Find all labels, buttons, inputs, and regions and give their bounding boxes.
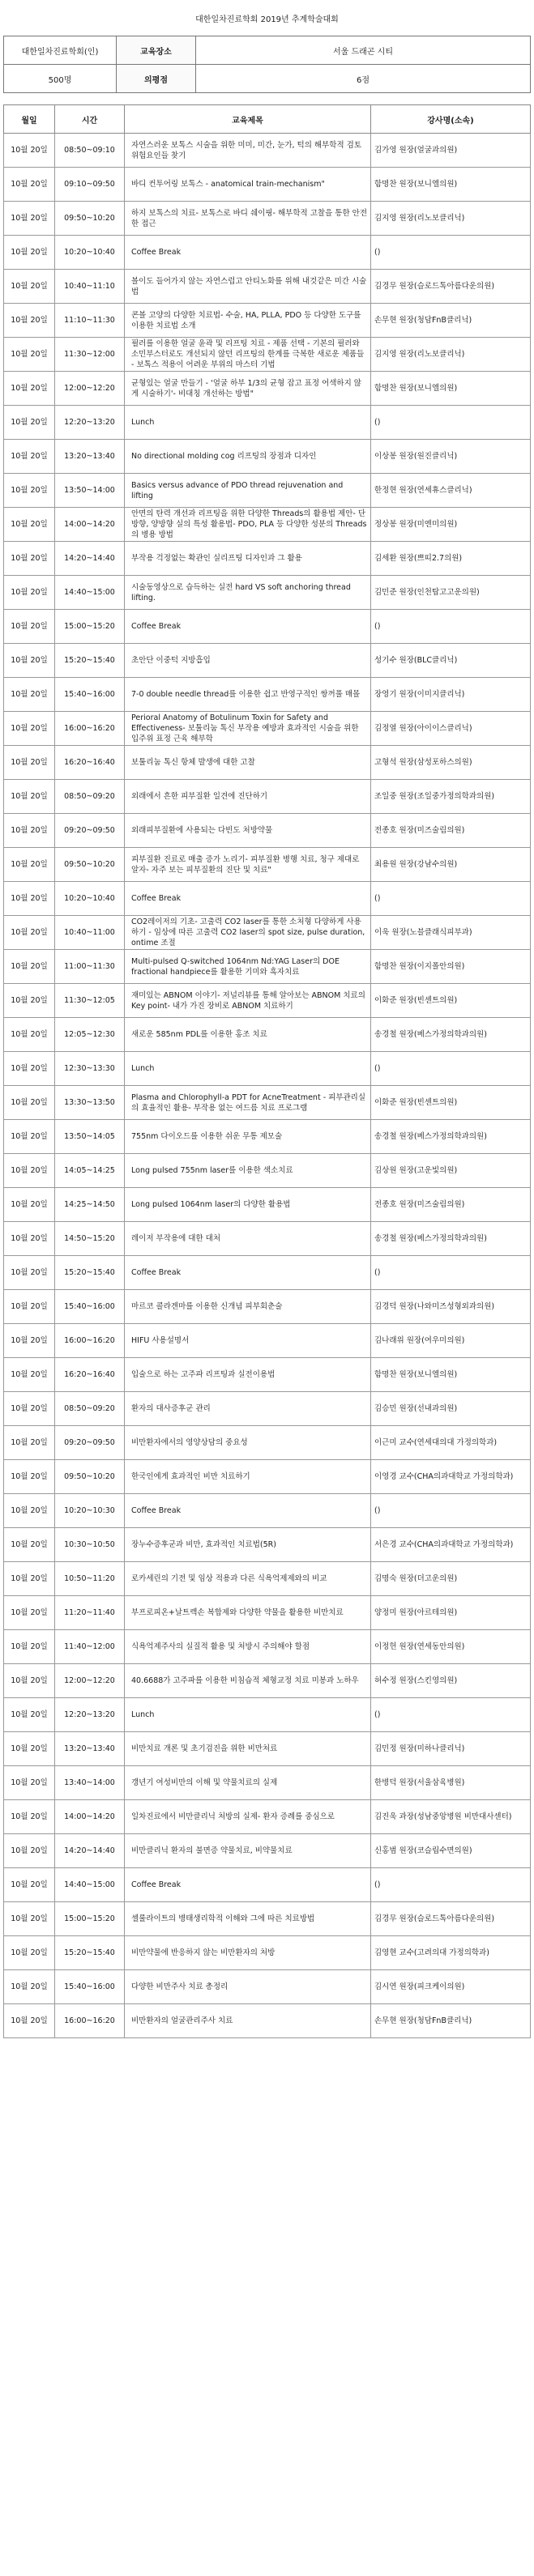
row-title: 콘볼 고양의 다양한 치료법- 수술, HA, PLLA, PDO 등 다양한 도구를 이용한 치료법 소개 xyxy=(125,304,371,338)
row-title: Coffee Break xyxy=(125,236,371,270)
row-title: 보툴리눔 톡신 항체 발생에 대한 고찰 xyxy=(125,746,371,780)
row-time: 09:20~09:50 xyxy=(55,1426,125,1460)
row-title: 레이저 부작용에 대한 대처 xyxy=(125,1222,371,1256)
row-title: 입술으로 하는 고주파 리프팅과 실전이용법 xyxy=(125,1358,371,1392)
row-speaker: 함명찬 원장(보니엘의원) xyxy=(371,372,531,406)
row-date: 10월 20일 xyxy=(4,678,55,712)
row-speaker: 김경무 원장(슬로드톡아름다운의원) xyxy=(371,270,531,304)
row-title: 부작용 걱정없는 확관인 실리프팅 디자인과 그 활용 xyxy=(125,542,371,576)
row-title: 바디 컨투어링 보톡스 - anatomical train-mechanism" xyxy=(125,168,371,202)
table-row xyxy=(4,1970,531,2004)
row-speaker: 김민준 원장(인천탑고고운의원) xyxy=(371,576,531,610)
row-time: 16:00~16:20 xyxy=(55,2004,125,2038)
row-title: 장누수증후군과 비만, 효과적인 치료법(5R) xyxy=(125,1528,371,1562)
table-row xyxy=(4,712,531,746)
row-time: 11:10~11:30 xyxy=(55,304,125,338)
speaker-column-header: 강사명(소속) xyxy=(371,105,531,134)
row-title: Long pulsed 755nm laser를 이용한 색소치료 xyxy=(125,1154,371,1188)
organizer-cell: 대한일차진료학회(인) xyxy=(4,36,117,65)
row-time: 08:50~09:20 xyxy=(55,1392,125,1426)
schedule-table xyxy=(3,104,531,2038)
row-title: 안면의 탄력 개선과 리프팅을 위한 다양한 Threads의 활용법 제안- 단방향, 양방향 실의 특성 활용법- PDO, PLA 등 다양한 성분의 Threads의 병용 방법 xyxy=(125,508,371,542)
row-time: 10:30~10:50 xyxy=(55,1528,125,1562)
table-row xyxy=(4,678,531,712)
row-speaker: 서은경 교수(CHA의과대학교 가정의학과) xyxy=(371,1528,531,1562)
row-time: 15:20~15:40 xyxy=(55,644,125,678)
row-time: 15:40~16:00 xyxy=(55,1290,125,1324)
row-title: 균형있는 얼굴 만들기 - '얼굴 하부 1/3의 균형 잡고 표정 어색하지 않게 시술하기'- 비대칭 개선하는 방법" xyxy=(125,372,371,406)
row-date: 10월 20일 xyxy=(4,1222,55,1256)
table-row xyxy=(4,440,531,474)
row-title: Lunch xyxy=(125,406,371,440)
row-speaker: () xyxy=(371,882,531,916)
table-row xyxy=(4,1494,531,1528)
row-title: Coffee Break xyxy=(125,1256,371,1290)
row-speaker: 김지영 원장(리노보클리닉) xyxy=(371,338,531,372)
row-speaker: () xyxy=(371,1052,531,1086)
table-row xyxy=(4,542,531,576)
schedule-header-row xyxy=(4,105,531,134)
row-title: 한국인에게 효과적인 비만 치료하기 xyxy=(125,1460,371,1494)
event-info-table xyxy=(3,36,531,93)
row-time: 15:00~15:20 xyxy=(55,610,125,644)
row-title: Coffee Break xyxy=(125,1494,371,1528)
row-date: 10월 20일 xyxy=(4,270,55,304)
row-title: 하지 보톡스의 치료- 보톡스로 바디 쉐이핑- 해부학적 고찰을 통한 안전한 접근 xyxy=(125,202,371,236)
row-title: Lunch xyxy=(125,1052,371,1086)
row-title: No directional molding cog 리프팅의 장점과 디자인 xyxy=(125,440,371,474)
date-column-header: 월일 xyxy=(4,105,55,134)
row-speaker: 김지영 원장(리노보클리닉) xyxy=(371,202,531,236)
row-title: Basics versus advance of PDO thread rejuvenation and lifting xyxy=(125,474,371,508)
row-date: 10월 20일 xyxy=(4,1460,55,1494)
row-time: 12:20~13:20 xyxy=(55,1698,125,1732)
row-date: 10월 20일 xyxy=(4,712,55,746)
row-date: 10월 20일 xyxy=(4,474,55,508)
table-row xyxy=(4,1188,531,1222)
row-time: 10:50~11:20 xyxy=(55,1562,125,1596)
table-row xyxy=(4,474,531,508)
row-title: Lunch xyxy=(125,1698,371,1732)
row-date: 10월 20일 xyxy=(4,848,55,882)
row-speaker: 조일중 원장(조일중가정의학과의원) xyxy=(371,780,531,814)
row-title: Long pulsed 1064nm laser의 다양한 활용법 xyxy=(125,1188,371,1222)
venue-label: 교육장소 xyxy=(117,36,196,65)
title-column-header: 교육제목 xyxy=(125,105,371,134)
row-speaker: 장영기 원장(이미지클리닉) xyxy=(371,678,531,712)
table-row xyxy=(4,746,531,780)
row-time: 12:05~12:30 xyxy=(55,1018,125,1052)
table-row xyxy=(4,882,531,916)
row-time: 13:50~14:05 xyxy=(55,1120,125,1154)
row-speaker: 함명찬 원장(이지폴안의원) xyxy=(371,950,531,984)
row-time: 15:20~15:40 xyxy=(55,1936,125,1970)
table-row xyxy=(4,1154,531,1188)
table-row xyxy=(4,270,531,304)
row-speaker: 김정열 원장(아이이스클리닉) xyxy=(371,712,531,746)
row-date: 10월 20일 xyxy=(4,1868,55,1902)
row-date: 10월 20일 xyxy=(4,882,55,916)
row-date: 10월 20일 xyxy=(4,610,55,644)
row-speaker: () xyxy=(371,1698,531,1732)
row-date: 10월 20일 xyxy=(4,338,55,372)
row-speaker: 전종호 원장(미즈술림의원) xyxy=(371,814,531,848)
row-date: 10월 20일 xyxy=(4,1902,55,1936)
row-date: 10월 20일 xyxy=(4,1324,55,1358)
row-speaker: 정상봉 원장(미엔미의원) xyxy=(371,508,531,542)
row-title: 초안단 이중턱 지방흡입 xyxy=(125,644,371,678)
row-time: 12:20~13:20 xyxy=(55,406,125,440)
table-row xyxy=(4,916,531,950)
row-date: 10월 20일 xyxy=(4,1018,55,1052)
table-row xyxy=(4,1052,531,1086)
row-time: 14:05~14:25 xyxy=(55,1154,125,1188)
table-row xyxy=(4,1120,531,1154)
row-time: 09:50~10:20 xyxy=(55,848,125,882)
row-speaker: 김민정 원장(미하나클리닉) xyxy=(371,1732,531,1766)
conference-title: 대한일차진료학회 2019년 추계학술대회 xyxy=(195,15,339,24)
row-speaker: () xyxy=(371,1256,531,1290)
row-title: 재미있는 ABNOM 이야기- 저널리뷰를 통해 알아보는 ABNOM 치료의 Key point- 내가 가진 장비로 ABNOM 치료하기 xyxy=(125,984,371,1018)
table-row xyxy=(4,610,531,644)
row-time: 14:40~15:00 xyxy=(55,1868,125,1902)
table-row xyxy=(4,1698,531,1732)
row-speaker: () xyxy=(371,1868,531,1902)
table-row xyxy=(4,1732,531,1766)
row-time: 16:00~16:20 xyxy=(55,1324,125,1358)
row-title: 일차진료에서 비만클리닉 처방의 실제- 환자 증례를 중심으로 xyxy=(125,1800,371,1834)
row-speaker: 최용원 원장(강남수의원) xyxy=(371,848,531,882)
row-date: 10월 20일 xyxy=(4,814,55,848)
row-date: 10월 20일 xyxy=(4,1358,55,1392)
row-date: 10월 20일 xyxy=(4,576,55,610)
row-speaker: 고형석 원장(삼성포하스의원) xyxy=(371,746,531,780)
table-row xyxy=(4,1324,531,1358)
row-date: 10월 20일 xyxy=(4,202,55,236)
row-title: Coffee Break xyxy=(125,882,371,916)
row-title: 필러를 이용한 얼굴 윤곽 및 리프팅 치료 - 제품 선택 - 기본의 필러와 소민부스터로도 개선되지 않던 리프팅의 한계를 극복한 새로운 제품들 - 보톡스 적용이 어려운 부위의 마스터 기법 xyxy=(125,338,371,372)
row-speaker: 김진욱 과장(성남중앙병원 비만대사센터) xyxy=(371,1800,531,1834)
table-row xyxy=(4,304,531,338)
row-speaker: 손무현 원장(청담FnB클리닉) xyxy=(371,304,531,338)
row-date: 10월 20일 xyxy=(4,950,55,984)
row-speaker: () xyxy=(371,406,531,440)
row-speaker: 이욱 원장(노블클래식피부과) xyxy=(371,916,531,950)
row-speaker: 전종호 원장(미즈술림의원) xyxy=(371,1188,531,1222)
row-title: 비만클리닉 환자의 불면증 약물치료, 비약물치료 xyxy=(125,1834,371,1868)
row-speaker: 양정미 원장(아르테의원) xyxy=(371,1596,531,1630)
row-time: 09:20~09:50 xyxy=(55,814,125,848)
row-time: 15:40~16:00 xyxy=(55,1970,125,2004)
row-time: 09:50~10:20 xyxy=(55,1460,125,1494)
row-speaker: 김영현 교수(고려의대 가정의학과) xyxy=(371,1936,531,1970)
row-title: 갱년기 여성비만의 이해 및 약물치료의 실제 xyxy=(125,1766,371,1800)
table-row xyxy=(4,1290,531,1324)
row-time: 13:50~14:00 xyxy=(55,474,125,508)
table-row xyxy=(4,1630,531,1664)
row-title: Coffee Break xyxy=(125,610,371,644)
row-date: 10월 20일 xyxy=(4,1800,55,1834)
row-time: 13:40~14:00 xyxy=(55,1766,125,1800)
table-row xyxy=(4,1800,531,1834)
row-date: 10월 20일 xyxy=(4,1698,55,1732)
table-row xyxy=(4,1426,531,1460)
table-row xyxy=(4,1902,531,1936)
row-speaker: 이정헌 원장(연세동안의원) xyxy=(371,1630,531,1664)
credit-value: 6점 xyxy=(196,65,531,93)
row-time: 14:20~14:40 xyxy=(55,542,125,576)
row-title: 외래피부질환에 사용되는 다빈도 처방약물 xyxy=(125,814,371,848)
row-speaker: 김시연 원장(피크케이의원) xyxy=(371,1970,531,2004)
row-title: 비만치료 개론 및 초기검진을 위한 비만처료 xyxy=(125,1732,371,1766)
row-date: 10월 20일 xyxy=(4,644,55,678)
row-date: 10월 20일 xyxy=(4,1426,55,1460)
row-date: 10월 20일 xyxy=(4,1528,55,1562)
row-time: 12:00~12:20 xyxy=(55,1664,125,1698)
row-title: 로카세린의 기전 및 임상 적용과 다른 식욕억제제와의 비교 xyxy=(125,1562,371,1596)
table-row xyxy=(4,1528,531,1562)
row-time: 11:00~11:30 xyxy=(55,950,125,984)
row-title: 40.6688가 고주파를 이용한 비침습적 체형교정 치료 미봉과 노하우 xyxy=(125,1664,371,1698)
row-date: 10월 20일 xyxy=(4,780,55,814)
row-date: 10월 20일 xyxy=(4,1630,55,1664)
row-title: Perioral Anatomy of Botulinum Toxin for Safety and Effectiveness- 보툴리눔 톡신 부작용 예방과 효과적인 시술을 위한 입주위 표정 근육 해부학 xyxy=(125,712,371,746)
row-time: 16:20~16:40 xyxy=(55,746,125,780)
row-title: 환자의 대사증후군 관리 xyxy=(125,1392,371,1426)
row-title: Multi-pulsed Q-switched 1064nm Nd:YAG Laser의 DOE fractional handpiece를 활용한 기미와 흑자치료 xyxy=(125,950,371,984)
row-time: 10:20~10:40 xyxy=(55,882,125,916)
table-row xyxy=(4,1358,531,1392)
row-speaker: 한정현 원장(연세휴스클리닉) xyxy=(371,474,531,508)
row-date: 10월 20일 xyxy=(4,1562,55,1596)
table-row xyxy=(4,1834,531,1868)
row-date: 10월 20일 xyxy=(4,1936,55,1970)
table-row xyxy=(4,236,531,270)
row-speaker: () xyxy=(371,236,531,270)
row-time: 09:10~09:50 xyxy=(55,168,125,202)
row-title: CO2레이저의 기초- 고출력 CO2 laser를 통한 소처형 다양하게 사용하기 - 임상에 따른 고출력 CO2 laser의 spot size, pulse duration, ontime 조절 xyxy=(125,916,371,950)
row-title: 비만환자에서의 영양상담의 중요성 xyxy=(125,1426,371,1460)
row-date: 10월 20일 xyxy=(4,304,55,338)
table-row xyxy=(4,406,531,440)
table-row xyxy=(4,508,531,542)
table-row xyxy=(4,134,531,168)
row-speaker: () xyxy=(371,610,531,644)
row-date: 10월 20일 xyxy=(4,1120,55,1154)
row-speaker: 이근미 교수(연세대의대 가정의학과) xyxy=(371,1426,531,1460)
row-date: 10월 20일 xyxy=(4,168,55,202)
row-speaker: 김경덕 원장(나와미즈성형외과의원) xyxy=(371,1290,531,1324)
row-date: 10월 20일 xyxy=(4,1732,55,1766)
row-date: 10월 20일 xyxy=(4,1766,55,1800)
row-time: 10:20~10:30 xyxy=(55,1494,125,1528)
row-time: 10:20~10:40 xyxy=(55,236,125,270)
table-row xyxy=(4,950,531,984)
row-speaker: 이화준 원장(빈센트의원) xyxy=(371,984,531,1018)
table-row xyxy=(4,1460,531,1494)
table-row xyxy=(4,1562,531,1596)
row-time: 14:50~15:20 xyxy=(55,1222,125,1256)
row-speaker: 성기수 원장(BLC클리닉) xyxy=(371,644,531,678)
row-time: 16:00~16:20 xyxy=(55,712,125,746)
row-time: 14:20~14:40 xyxy=(55,1834,125,1868)
row-date: 10월 20일 xyxy=(4,542,55,576)
row-time: 12:00~12:20 xyxy=(55,372,125,406)
row-time: 15:20~15:40 xyxy=(55,1256,125,1290)
row-title: Plasma and Chlorophyll-a PDT for AcneTreatment - 피부관리실의 효율적인 활용- 부작용 없는 여드름 치료 프로그램 xyxy=(125,1086,371,1120)
row-time: 08:50~09:20 xyxy=(55,780,125,814)
row-speaker: 김상원 원장(고운빛의원) xyxy=(371,1154,531,1188)
table-row xyxy=(4,1392,531,1426)
row-date: 10월 20일 xyxy=(4,1664,55,1698)
table-row xyxy=(4,576,531,610)
row-time: 11:30~12:00 xyxy=(55,338,125,372)
row-speaker: 김경무 원장(슬로드톡아름다운의원) xyxy=(371,1902,531,1936)
row-speaker: 김나래위 원장(여우미의원) xyxy=(371,1324,531,1358)
row-date: 10월 20일 xyxy=(4,916,55,950)
row-speaker: 김명숙 원장(더고운의원) xyxy=(371,1562,531,1596)
table-row xyxy=(4,1868,531,1902)
table-row xyxy=(4,2004,531,2038)
row-title: 부프로피온+날트렉손 복합제와 다양한 약물을 활용한 비만치료 xyxy=(125,1596,371,1630)
row-speaker: 함명찬 원장(보니엘의원) xyxy=(371,168,531,202)
row-date: 10월 20일 xyxy=(4,406,55,440)
table-row xyxy=(4,202,531,236)
table-row xyxy=(4,780,531,814)
credit-label: 의평점 xyxy=(117,65,196,93)
row-date: 10월 20일 xyxy=(4,372,55,406)
table-row xyxy=(4,168,531,202)
row-date: 10월 20일 xyxy=(4,1494,55,1528)
row-title: 755nm 다이오드를 이용한 쉬운 무통 제모술 xyxy=(125,1120,371,1154)
row-time: 10:40~11:10 xyxy=(55,270,125,304)
row-title: 식욕억제주사의 실질적 활용 및 처방시 주의해야 할점 xyxy=(125,1630,371,1664)
table-row xyxy=(4,644,531,678)
row-speaker: 이영경 교수(CHA의과대학교 가정의학과) xyxy=(371,1460,531,1494)
row-date: 10월 20일 xyxy=(4,984,55,1018)
row-date: 10월 20일 xyxy=(4,1154,55,1188)
row-time: 10:40~11:00 xyxy=(55,916,125,950)
row-title: 다양한 비만주사 치료 총정리 xyxy=(125,1970,371,2004)
row-date: 10월 20일 xyxy=(4,440,55,474)
row-speaker: 이화준 원장(빈센트의원) xyxy=(371,1086,531,1120)
row-time: 14:00~14:20 xyxy=(55,508,125,542)
table-row xyxy=(4,372,531,406)
row-time: 14:00~14:20 xyxy=(55,1800,125,1834)
row-time: 15:40~16:00 xyxy=(55,678,125,712)
table-row xyxy=(4,1766,531,1800)
row-speaker: () xyxy=(371,1494,531,1528)
row-time: 11:20~11:40 xyxy=(55,1596,125,1630)
table-row xyxy=(4,1086,531,1120)
table-row xyxy=(4,984,531,1018)
row-speaker: 김세환 원장(쁘띠2.7의원) xyxy=(371,542,531,576)
row-title: Coffee Break xyxy=(125,1868,371,1902)
table-row xyxy=(4,1936,531,1970)
table-row xyxy=(4,814,531,848)
row-time: 14:40~15:00 xyxy=(55,576,125,610)
row-date: 10월 20일 xyxy=(4,1188,55,1222)
row-date: 10월 20일 xyxy=(4,1256,55,1290)
table-row xyxy=(4,1018,531,1052)
row-title: 시술동영상으로 습득하는 실전 hard VS soft anchoring thread lifting. xyxy=(125,576,371,610)
table-row xyxy=(4,1664,531,1698)
row-time: 13:30~13:50 xyxy=(55,1086,125,1120)
row-title: 비만약물에 반응하지 않는 비만환자의 처방 xyxy=(125,1936,371,1970)
row-date: 10월 20일 xyxy=(4,2004,55,2038)
schedule-body xyxy=(4,134,531,2038)
row-time: 13:20~13:40 xyxy=(55,440,125,474)
row-date: 10월 20일 xyxy=(4,746,55,780)
row-date: 10월 20일 xyxy=(4,134,55,168)
row-time: 13:20~13:40 xyxy=(55,1732,125,1766)
row-date: 10월 20일 xyxy=(4,1052,55,1086)
row-date: 10월 20일 xyxy=(4,1086,55,1120)
row-speaker: 송경철 원장(베스가정의학과의원) xyxy=(371,1222,531,1256)
row-time: 11:40~12:00 xyxy=(55,1630,125,1664)
venue-value: 서울 드래곤 시티 xyxy=(196,36,531,65)
row-date: 10월 20일 xyxy=(4,1834,55,1868)
row-speaker: 송경철 원장(베스가정의학과의원) xyxy=(371,1120,531,1154)
row-speaker: 김가영 원장(얼굴과의원) xyxy=(371,134,531,168)
row-title: 피부질환 진료로 매출 증가 노리기- 피부질환 병행 치료, 청구 제대로 알자- 자주 보는 피부질환의 진단 및 치료" xyxy=(125,848,371,882)
table-row xyxy=(4,1222,531,1256)
row-title: 새로운 585nm PDL를 이용한 홍조 치료 xyxy=(125,1018,371,1052)
row-title: 비만환자의 얼굴관리주사 치료 xyxy=(125,2004,371,2038)
row-speaker: 손무현 원장(청담FnB클리닉) xyxy=(371,2004,531,2038)
row-speaker: 허수정 원장(스킨영의원) xyxy=(371,1664,531,1698)
time-column-header: 시간 xyxy=(55,105,125,134)
row-date: 10월 20일 xyxy=(4,1596,55,1630)
row-date: 10월 20일 xyxy=(4,508,55,542)
row-date: 10월 20일 xyxy=(4,1392,55,1426)
row-time: 16:20~16:40 xyxy=(55,1358,125,1392)
row-speaker: 함명찬 원장(보니엘의원) xyxy=(371,1358,531,1392)
table-row xyxy=(4,338,531,372)
row-speaker: 신홍범 원장(코슬립수면의원) xyxy=(371,1834,531,1868)
row-title: HIFU 사용설명서 xyxy=(125,1324,371,1358)
row-date: 10월 20일 xyxy=(4,236,55,270)
row-time: 08:50~09:10 xyxy=(55,134,125,168)
fee-cell: 500명 xyxy=(4,65,117,93)
row-title: 7-0 double needle thread를 이용한 쉽고 반영구적인 쌍꺼풀 매몰 xyxy=(125,678,371,712)
table-row xyxy=(4,1256,531,1290)
row-time: 15:00~15:20 xyxy=(55,1902,125,1936)
row-title: 볼이도 들어가지 않는 자연스럽고 안티노화를 위해 내것같은 미간 시술법 xyxy=(125,270,371,304)
row-date: 10월 20일 xyxy=(4,1290,55,1324)
row-speaker: 이상봉 원장(원진클리닉) xyxy=(371,440,531,474)
row-title: 마르코 콜라겐마를 이용한 신개념 피부회춘술 xyxy=(125,1290,371,1324)
row-speaker: 한병덕 원장(서울삼육병원) xyxy=(371,1766,531,1800)
row-time: 12:30~13:30 xyxy=(55,1052,125,1086)
row-speaker: 송경철 원장(베스가정의학과의원) xyxy=(371,1018,531,1052)
row-date: 10월 20일 xyxy=(4,1970,55,2004)
table-row xyxy=(4,1596,531,1630)
row-time: 11:30~12:05 xyxy=(55,984,125,1018)
row-title: 자연스러운 보톡스 시술을 위한 미미, 미간, 눈가, 턱의 해부학적 검토 위험요인들 찾기 xyxy=(125,134,371,168)
row-title: 외래에서 흔한 피부질환 일견에 진단하기 xyxy=(125,780,371,814)
row-time: 09:50~10:20 xyxy=(55,202,125,236)
table-row xyxy=(4,848,531,882)
row-title: 셀룰라이트의 병태생리학적 이해와 그에 따른 치료방법 xyxy=(125,1902,371,1936)
row-speaker: 김승민 원장(선내과의원) xyxy=(371,1392,531,1426)
row-time: 14:25~14:50 xyxy=(55,1188,125,1222)
